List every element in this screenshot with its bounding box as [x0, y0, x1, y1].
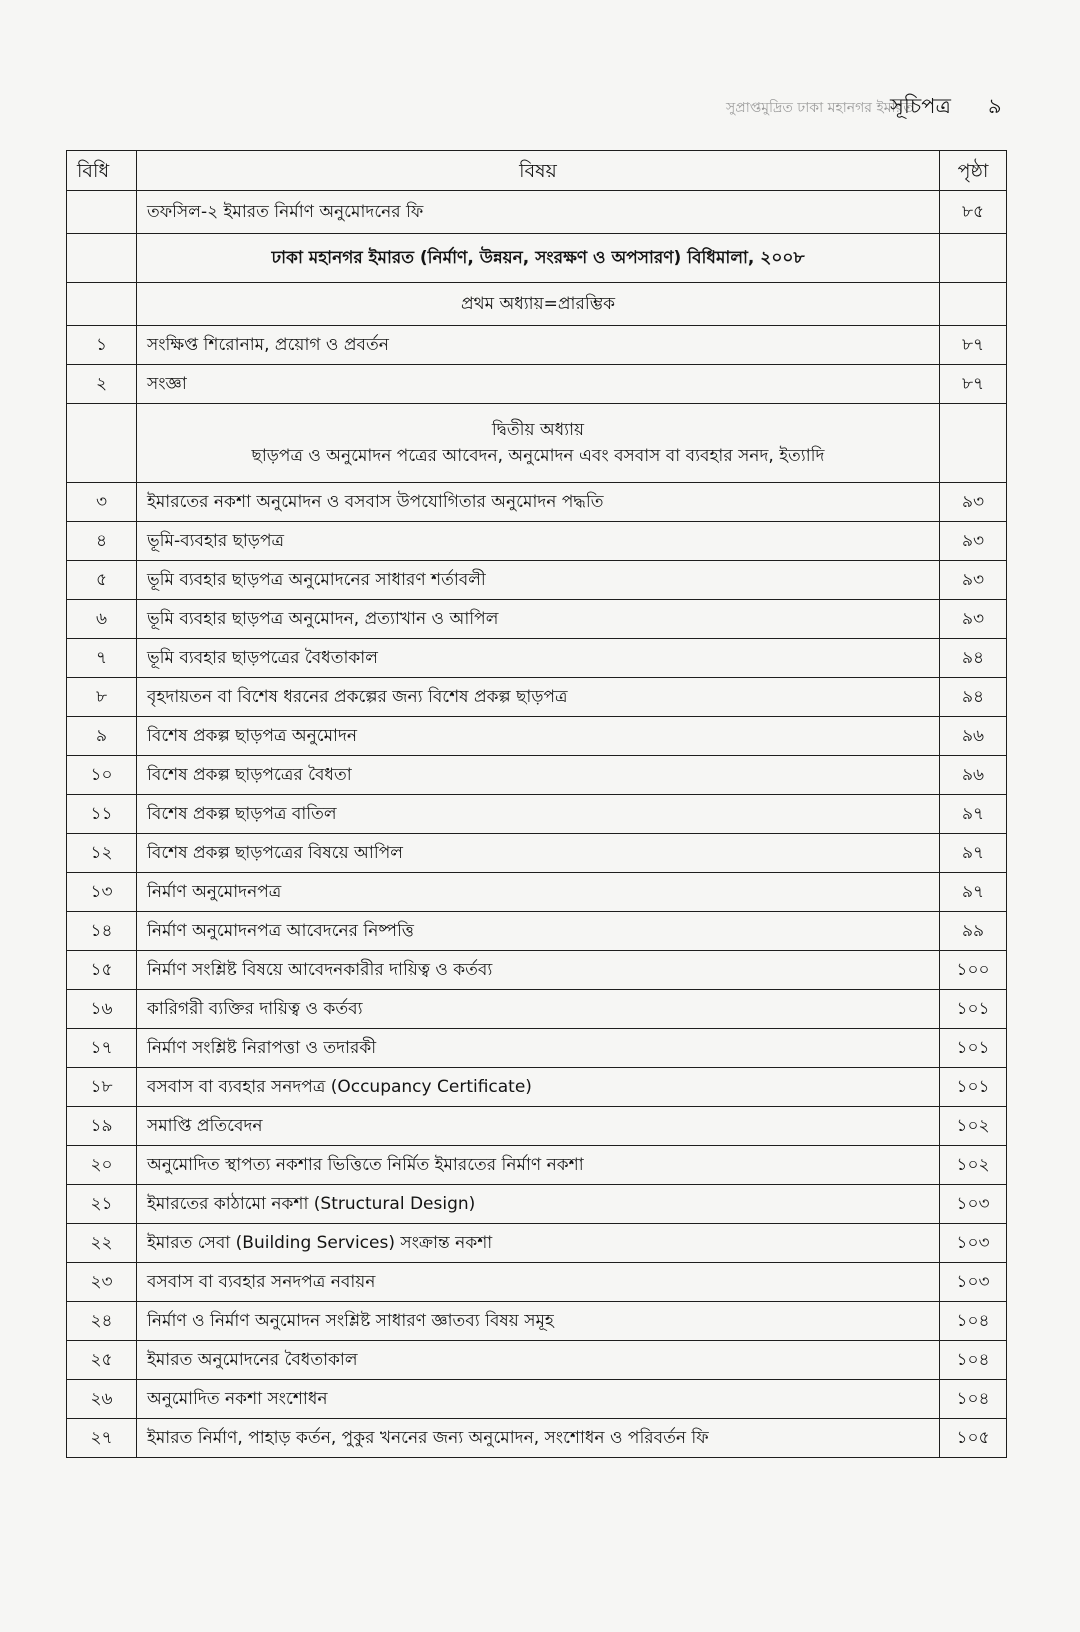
- rule-subject: নির্মাণ অনুমোদনপত্র: [137, 873, 940, 912]
- column-header-page: পৃষ্ঠা: [940, 151, 1007, 191]
- table-row: [67, 912, 1007, 951]
- rule-page: ১০৪: [940, 1380, 1007, 1419]
- rule-page: ৯৬: [940, 717, 1007, 756]
- rule-number: ১৮: [67, 1068, 137, 1107]
- rule-number-cell: [67, 234, 137, 283]
- table-row: [67, 834, 1007, 873]
- rule-subject: ইমারতের নকশা অনুমোদন ও বসবাস উপযোগিতার অনুমোদন পদ্ধতি: [137, 483, 940, 522]
- rule-number: ৯: [67, 717, 137, 756]
- table-row: [67, 717, 1007, 756]
- main-title-row: [67, 234, 1007, 283]
- chapter-2-heading: [137, 404, 940, 483]
- table-row: [67, 483, 1007, 522]
- rule-subject: ইমারত অনুমোদনের বৈধতাকাল: [137, 1341, 940, 1380]
- rule-page: ৯৪: [940, 639, 1007, 678]
- index-table: [66, 150, 1007, 1458]
- table-row: [67, 1224, 1007, 1263]
- rule-subject: অনুমোদিত স্থাপত্য নকশার ভিত্তিতে নির্মিত ইমারতের নির্মাণ নকশা: [137, 1146, 940, 1185]
- rule-number: ১৯: [67, 1107, 137, 1146]
- rule-subject: ইমারত নির্মাণ, পাহাড় কর্তন, পুকুর খননের জন্য অনুমোদন, সংশোধন ও পরিবর্তন ফি: [137, 1419, 940, 1458]
- table-row: [67, 873, 1007, 912]
- schedule-page: ৮৫: [940, 191, 1007, 234]
- rule-page: ১০২: [940, 1107, 1007, 1146]
- rule-number: ১০: [67, 756, 137, 795]
- table-row: [67, 1419, 1007, 1458]
- rule-page: ১০৫: [940, 1419, 1007, 1458]
- rule-page: ১০৩: [940, 1224, 1007, 1263]
- rule-number-cell: [67, 191, 137, 234]
- rule-number: ২৩: [67, 1263, 137, 1302]
- rule-number: ২৭: [67, 1419, 137, 1458]
- rule-page: ৯৭: [940, 834, 1007, 873]
- rule-number: ১৫: [67, 951, 137, 990]
- rule-number: ১৭: [67, 1029, 137, 1068]
- table-row: [67, 678, 1007, 717]
- running-head: সুপ্রাপ্তমুদ্রিত ঢাকা মহানগর ইমারত: [726, 100, 914, 116]
- chapter-2-subtitle: ছাড়পত্র ও অনুমোদন পত্রের আবেদন, অনুমোদন এবং বসবাস বা ব্যবহার সনদ, ইত্যাদি: [251, 446, 825, 466]
- main-title: ঢাকা মহানগর ইমারত (নির্মাণ, উন্নয়ন, সংরক্ষণ ও অপসারণ) বিধিমালা, ২০০৮: [137, 234, 940, 283]
- chapter-1-heading: প্রথম অধ্যায়=প্রারম্ভিক: [137, 283, 940, 326]
- rule-number: ১১: [67, 795, 137, 834]
- rule-page: ৯৩: [940, 522, 1007, 561]
- rule-page: ৯৬: [940, 756, 1007, 795]
- chapter-2-row: [67, 404, 1007, 483]
- table-row: [67, 1263, 1007, 1302]
- rule-number: ২৫: [67, 1341, 137, 1380]
- page-cell: [940, 234, 1007, 283]
- rule-page: ১০৩: [940, 1185, 1007, 1224]
- rule-subject: ভূমি ব্যবহার ছাড়পত্রের বৈধতাকাল: [137, 639, 940, 678]
- schedule-subject: তফসিল-২ ইমারত নির্মাণ অনুমোদনের ফি: [137, 191, 940, 234]
- rule-number: ২২: [67, 1224, 137, 1263]
- rule-number: ১৩: [67, 873, 137, 912]
- rule-subject: ইমারতের কাঠামো নকশা (Structural Design): [137, 1185, 940, 1224]
- rule-number: ৭: [67, 639, 137, 678]
- rule-subject: ইমারত সেবা (Building Services) সংক্রান্ত নকশা: [137, 1224, 940, 1263]
- table-row: [67, 1146, 1007, 1185]
- rule-subject: নির্মাণ অনুমোদনপত্র আবেদনের নিষ্পত্তি: [137, 912, 940, 951]
- table-row: [67, 326, 1007, 365]
- rule-number: ১২: [67, 834, 137, 873]
- rule-subject: বিশেষ প্রকল্প ছাড়পত্রের বিষয়ে আপিল: [137, 834, 940, 873]
- rule-subject: ভূমি-ব্যবহার ছাড়পত্র: [137, 522, 940, 561]
- rule-subject: সমাপ্তি প্রতিবেদন: [137, 1107, 940, 1146]
- rule-number: ২: [67, 365, 137, 404]
- rule-page: ১০১: [940, 990, 1007, 1029]
- table-row: [67, 990, 1007, 1029]
- rule-page: ৯৪: [940, 678, 1007, 717]
- rule-page: ৯৩: [940, 483, 1007, 522]
- table-row: [67, 600, 1007, 639]
- table-row: [67, 1380, 1007, 1419]
- rule-page: ১০০: [940, 951, 1007, 990]
- rule-page: ১০২: [940, 1146, 1007, 1185]
- rule-subject: বসবাস বা ব্যবহার সনদপত্র (Occupancy Certificate): [137, 1068, 940, 1107]
- rule-subject: নির্মাণ ও নির্মাণ অনুমোদন সংশ্লিষ্ট সাধারণ জ্ঞাতব্য বিষয় সমূহ: [137, 1302, 940, 1341]
- page-cell: [940, 404, 1007, 483]
- table-header-row: [67, 151, 1007, 191]
- chapter-2-title: দ্বিতীয় অধ্যায়: [491, 420, 585, 440]
- section-title: সূচিপত্র: [890, 94, 951, 118]
- table-row: [67, 561, 1007, 600]
- rule-page: ১০৪: [940, 1341, 1007, 1380]
- rule-page: ৯৭: [940, 873, 1007, 912]
- column-header-rule: বিধি: [67, 151, 137, 191]
- rule-subject: সংক্ষিপ্ত শিরোনাম, প্রয়োগ ও প্রবর্তন: [137, 326, 940, 365]
- rule-page: ৮৭: [940, 365, 1007, 404]
- rule-subject: বিশেষ প্রকল্প ছাড়পত্র বাতিল: [137, 795, 940, 834]
- rule-subject: ভূমি ব্যবহার ছাড়পত্র অনুমোদনের সাধারণ শর্তাবলী: [137, 561, 940, 600]
- page-number: ৯: [988, 94, 1002, 118]
- rule-subject: নির্মাণ সংশ্লিষ্ট নিরাপত্তা ও তদারকী: [137, 1029, 940, 1068]
- rule-number: ১: [67, 326, 137, 365]
- rule-subject: কারিগরী ব্যক্তির দায়িত্ব ও কর্তব্য: [137, 990, 940, 1029]
- page-header: [0, 86, 1080, 126]
- rule-subject: ভূমি ব্যবহার ছাড়পত্র অনুমোদন, প্রত্যাখান ও আপিল: [137, 600, 940, 639]
- table-row: [67, 1107, 1007, 1146]
- rule-number: ১৪: [67, 912, 137, 951]
- rule-subject: অনুমোদিত নকশা সংশোধন: [137, 1380, 940, 1419]
- table-row: [67, 365, 1007, 404]
- rule-page: ৮৭: [940, 326, 1007, 365]
- table-row: [67, 639, 1007, 678]
- table-row: [67, 1341, 1007, 1380]
- table-row: [67, 1068, 1007, 1107]
- rule-number-cell: [67, 283, 137, 326]
- rule-subject: নির্মাণ সংশ্লিষ্ট বিষয়ে আবেদনকারীর দায়িত্ব ও কর্তব্য: [137, 951, 940, 990]
- rule-number: ৬: [67, 600, 137, 639]
- rule-page: ১০১: [940, 1068, 1007, 1107]
- rule-page: ৯৭: [940, 795, 1007, 834]
- table-row: [67, 795, 1007, 834]
- rule-number: ২১: [67, 1185, 137, 1224]
- rule-page: ১০১: [940, 1029, 1007, 1068]
- rule-subject: বৃহদায়তন বা বিশেষ ধরনের প্রকল্পের জন্য বিশেষ প্রকল্প ছাড়পত্র: [137, 678, 940, 717]
- rule-page: ৯৩: [940, 600, 1007, 639]
- rule-subject: বিশেষ প্রকল্প ছাড়পত্রের বৈধতা: [137, 756, 940, 795]
- rule-number: ৪: [67, 522, 137, 561]
- rule-subject: বিশেষ প্রকল্প ছাড়পত্র অনুমোদন: [137, 717, 940, 756]
- rule-number-cell: [67, 404, 137, 483]
- rule-subject: বসবাস বা ব্যবহার সনদপত্র নবায়ন: [137, 1263, 940, 1302]
- rule-page: ৯৯: [940, 912, 1007, 951]
- rule-number: ৩: [67, 483, 137, 522]
- table-row: [67, 1302, 1007, 1341]
- schedule-row: [67, 191, 1007, 234]
- rule-page: ১০৪: [940, 1302, 1007, 1341]
- rule-number: ২০: [67, 1146, 137, 1185]
- page-cell: [940, 283, 1007, 326]
- chapter-1-row: [67, 283, 1007, 326]
- table-row: [67, 1029, 1007, 1068]
- rule-page: ৯৩: [940, 561, 1007, 600]
- table-row: [67, 522, 1007, 561]
- rule-number: ১৬: [67, 990, 137, 1029]
- table-row: [67, 756, 1007, 795]
- rule-number: ৫: [67, 561, 137, 600]
- rule-number: ২৬: [67, 1380, 137, 1419]
- rule-number: ৮: [67, 678, 137, 717]
- rule-number: ২৪: [67, 1302, 137, 1341]
- rule-subject: সংজ্ঞা: [137, 365, 940, 404]
- column-header-subject: বিষয়: [137, 151, 940, 191]
- table-row: [67, 951, 1007, 990]
- table-row: [67, 1185, 1007, 1224]
- rule-page: ১০৩: [940, 1263, 1007, 1302]
- index-body: [67, 191, 1007, 1458]
